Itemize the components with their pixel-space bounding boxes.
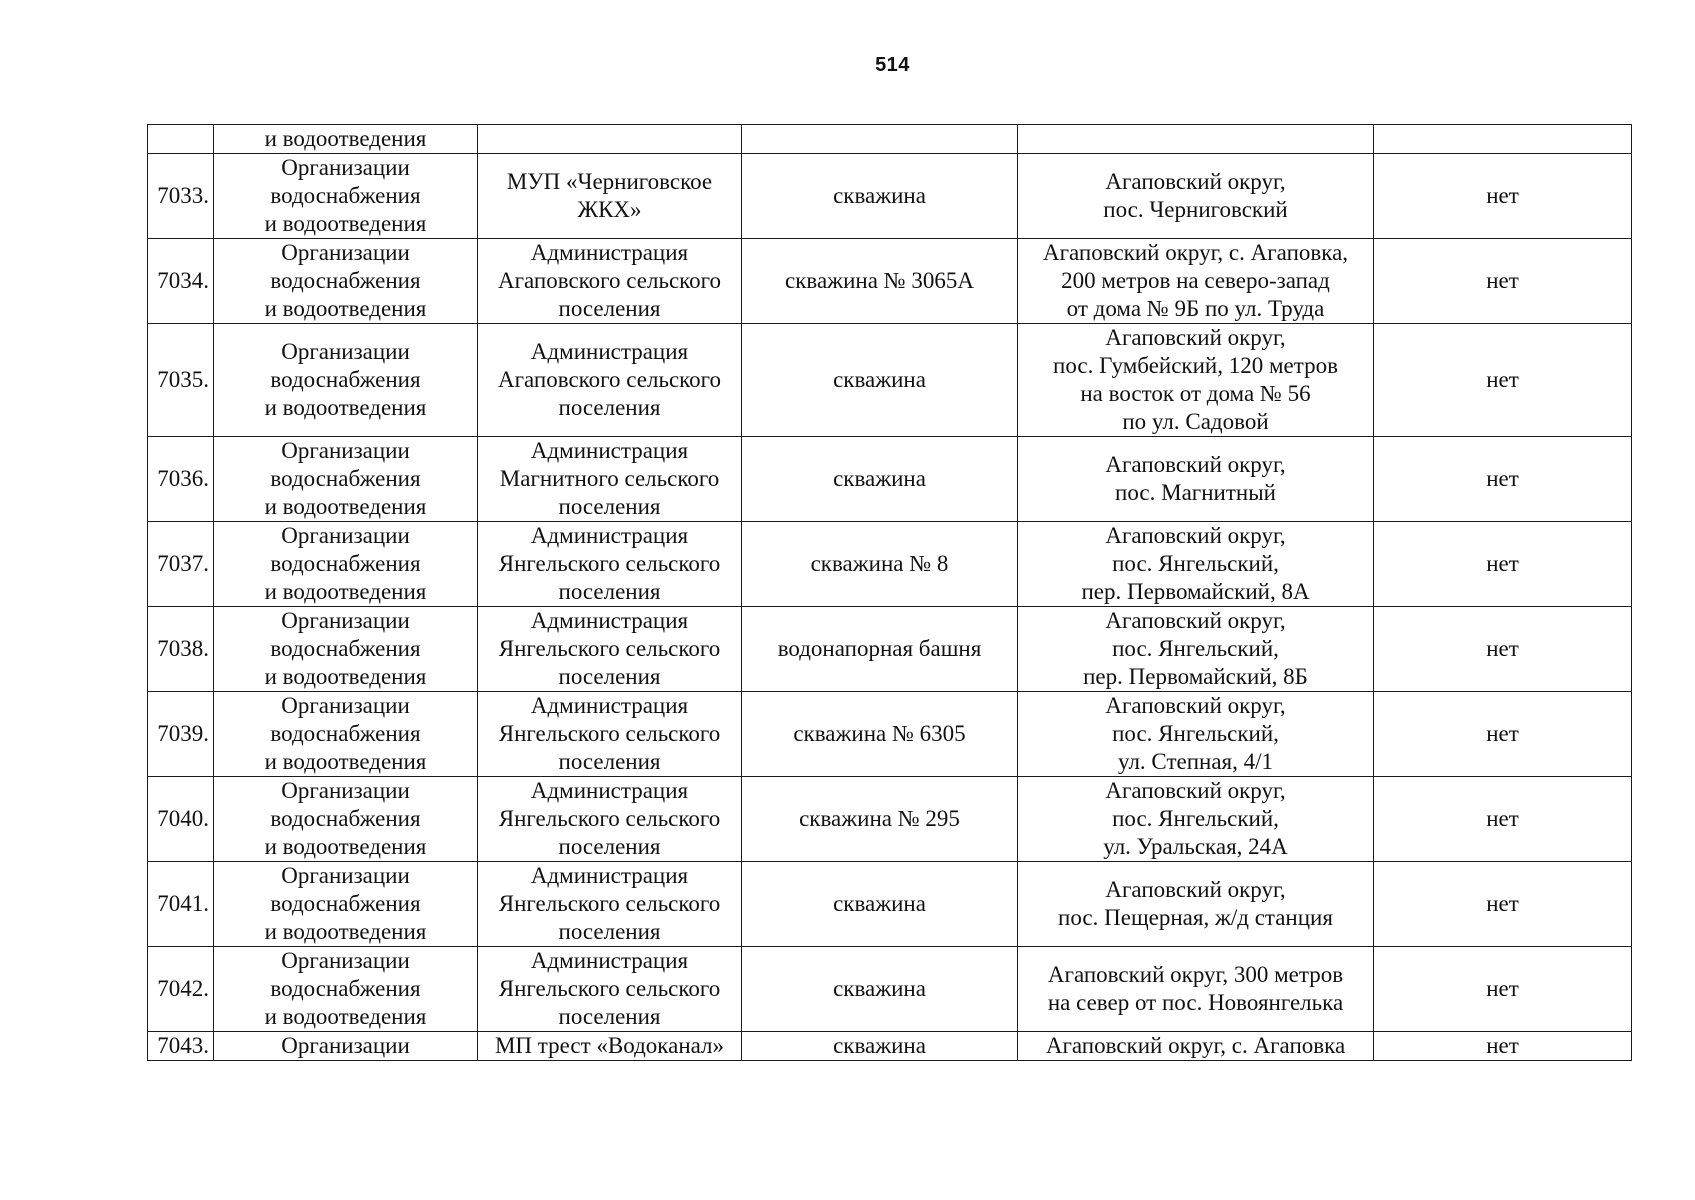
owner-cell: Администрация Янгельского сельского поселения	[478, 692, 742, 777]
organization-type-cell: Организации	[214, 1032, 478, 1061]
flag-cell: нет	[1374, 947, 1632, 1032]
address-cell: Агаповский округ, пос. Янгельский, пер. Первомайский, 8А	[1018, 522, 1374, 607]
flag-cell: нет	[1374, 437, 1632, 522]
registry-table-body	[148, 125, 1632, 1061]
organization-type-cell: и водоотведения	[214, 125, 478, 154]
organization-type-cell: Организации водоснабжения и водоотведения	[214, 239, 478, 324]
water-object-cell: скважина № 8	[742, 522, 1018, 607]
flag-cell: нет	[1374, 607, 1632, 692]
owner-cell: Администрация Янгельского сельского поселения	[478, 947, 742, 1032]
address-cell: Агаповский округ, пос. Магнитный	[1018, 437, 1374, 522]
table-row	[148, 522, 1632, 607]
page-number: 514	[875, 54, 910, 76]
flag-cell: нет	[1374, 154, 1632, 239]
address-cell: Агаповский округ, пос. Янгельский, ул. Уральская, 24А	[1018, 777, 1374, 862]
water-object-cell: скважина	[742, 947, 1018, 1032]
address-cell: Агаповский округ, с. Агаповка, 200 метров на северо-запад от дома № 9Б по ул. Труда	[1018, 239, 1374, 324]
row-number: 7043.	[148, 1032, 214, 1061]
water-object-cell: скважина № 3065А	[742, 239, 1018, 324]
table-row	[148, 324, 1632, 437]
row-number	[148, 125, 214, 154]
owner-cell: Администрация Янгельского сельского поселения	[478, 607, 742, 692]
row-number: 7041.	[148, 862, 214, 947]
owner-cell: Администрация Янгельского сельского поселения	[478, 862, 742, 947]
owner-cell: Администрация Агаповского сельского поселения	[478, 239, 742, 324]
flag-cell	[1374, 125, 1632, 154]
row-number: 7036.	[148, 437, 214, 522]
owner-cell: Администрация Магнитного сельского поселения	[478, 437, 742, 522]
organization-type-cell: Организации водоснабжения и водоотведения	[214, 607, 478, 692]
row-number: 7040.	[148, 777, 214, 862]
organization-type-cell: Организации водоснабжения и водоотведения	[214, 154, 478, 239]
water-object-cell: скважина	[742, 154, 1018, 239]
organization-type-cell: Организации водоснабжения и водоотведения	[214, 947, 478, 1032]
table-row	[148, 692, 1632, 777]
registry-table	[147, 124, 1632, 1061]
address-cell: Агаповский округ, пос. Черниговский	[1018, 154, 1374, 239]
water-object-cell: скважина	[742, 437, 1018, 522]
row-number: 7034.	[148, 239, 214, 324]
table-row	[148, 125, 1632, 154]
address-cell: Агаповский округ, пос. Янгельский, пер. Первомайский, 8Б	[1018, 607, 1374, 692]
flag-cell: нет	[1374, 862, 1632, 947]
owner-cell: Администрация Агаповского сельского поселения	[478, 324, 742, 437]
owner-cell	[478, 125, 742, 154]
owner-cell: Администрация Янгельского сельского поселения	[478, 522, 742, 607]
row-number: 7035.	[148, 324, 214, 437]
flag-cell: нет	[1374, 522, 1632, 607]
row-number: 7037.	[148, 522, 214, 607]
organization-type-cell: Организации водоснабжения и водоотведения	[214, 777, 478, 862]
organization-type-cell: Организации водоснабжения и водоотведения	[214, 522, 478, 607]
table-row	[148, 947, 1632, 1032]
address-cell: Агаповский округ, пос. Гумбейский, 120 метров на восток от дома № 56 по ул. Садовой	[1018, 324, 1374, 437]
row-number: 7042.	[148, 947, 214, 1032]
water-object-cell: скважина № 6305	[742, 692, 1018, 777]
address-cell: Агаповский округ, с. Агаповка	[1018, 1032, 1374, 1061]
table-row	[148, 239, 1632, 324]
water-object-cell	[742, 125, 1018, 154]
table-row	[148, 777, 1632, 862]
table-row	[148, 154, 1632, 239]
organization-type-cell: Организации водоснабжения и водоотведения	[214, 862, 478, 947]
owner-cell: Администрация Янгельского сельского поселения	[478, 777, 742, 862]
flag-cell: нет	[1374, 692, 1632, 777]
table-row	[148, 607, 1632, 692]
organization-type-cell: Организации водоснабжения и водоотведения	[214, 692, 478, 777]
table-row	[148, 437, 1632, 522]
water-object-cell: скважина	[742, 324, 1018, 437]
water-object-cell: скважина	[742, 1032, 1018, 1061]
owner-cell: МУП «Черниговское ЖКХ»	[478, 154, 742, 239]
organization-type-cell: Организации водоснабжения и водоотведения	[214, 437, 478, 522]
row-number: 7038.	[148, 607, 214, 692]
owner-cell: МП трест «Водоканал»	[478, 1032, 742, 1061]
water-object-cell: скважина № 295	[742, 777, 1018, 862]
flag-cell: нет	[1374, 777, 1632, 862]
flag-cell: нет	[1374, 1032, 1632, 1061]
address-cell: Агаповский округ, пос. Янгельский, ул. Степная, 4/1	[1018, 692, 1374, 777]
address-cell: Агаповский округ, пос. Пещерная, ж/д станция	[1018, 862, 1374, 947]
table-row	[148, 1032, 1632, 1061]
address-cell	[1018, 125, 1374, 154]
row-number: 7039.	[148, 692, 214, 777]
flag-cell: нет	[1374, 239, 1632, 324]
organization-type-cell: Организации водоснабжения и водоотведения	[214, 324, 478, 437]
row-number: 7033.	[148, 154, 214, 239]
water-object-cell: водонапорная башня	[742, 607, 1018, 692]
water-object-cell: скважина	[742, 862, 1018, 947]
address-cell: Агаповский округ, 300 метров на север от пос. Новоянгелька	[1018, 947, 1374, 1032]
table-row	[148, 862, 1632, 947]
flag-cell: нет	[1374, 324, 1632, 437]
